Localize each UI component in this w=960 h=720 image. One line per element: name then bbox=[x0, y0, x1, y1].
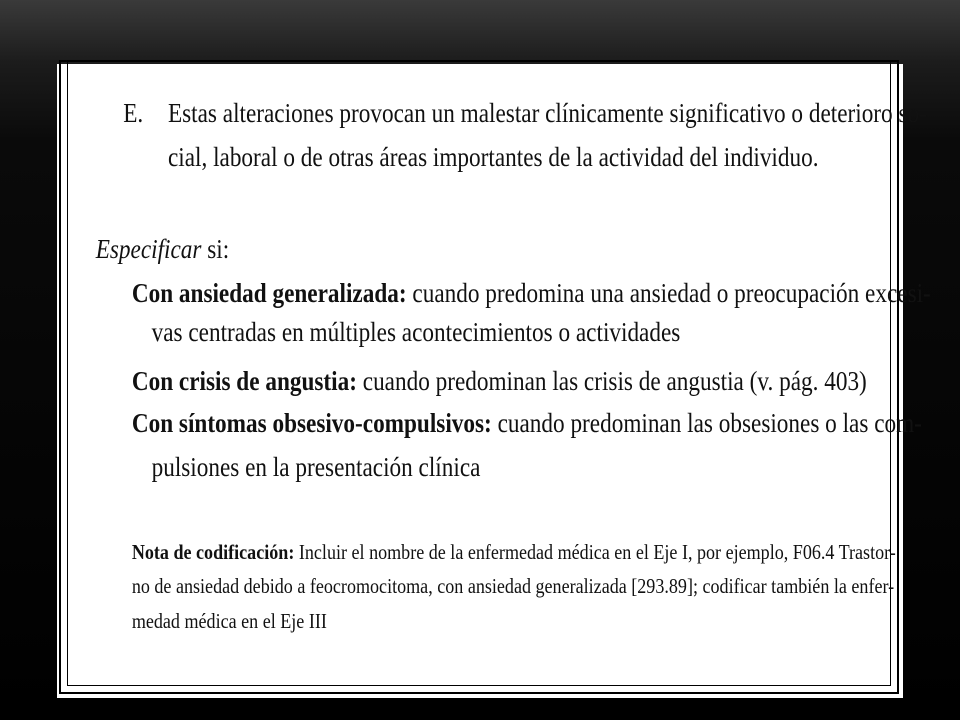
specifier-generalized-anxiety-cont: vas centradas en múltiples acontecimientos o actividades bbox=[151, 317, 681, 347]
specifier-term: Con crisis de angustia: bbox=[131, 366, 357, 396]
specifier-text: cuando predominan las obsesiones o las com- bbox=[491, 408, 922, 438]
criterion-e-line-2: cial, laboral o de otras áreas importantes de la actividad del individuo. bbox=[167, 142, 819, 172]
specifier-generalized-anxiety bbox=[132, 278, 931, 308]
specifier-obsessive-compulsive bbox=[132, 408, 922, 438]
document-page bbox=[57, 64, 931, 698]
coding-note-label: Nota de codificación: bbox=[131, 540, 295, 564]
coding-note-line-3: medad médica en el Eje III bbox=[131, 609, 327, 633]
specify-heading bbox=[96, 234, 230, 264]
coding-note-line-1 bbox=[132, 540, 896, 564]
coding-note-text: Incluir el nombre de la enfermedad médica en el Eje I, por ejemplo, F06.4 Trastor- bbox=[294, 540, 896, 564]
specifier-text: cuando predominan las crisis de angustia (v. pág. 403) bbox=[356, 366, 867, 396]
specifier-text: cuando predomina una ansiedad o preocupación excesi- bbox=[406, 278, 931, 308]
coding-note-line-2: no de ansiedad debido a feocromocitoma, con ansiedad generalizada [293.89]; codificar también la enfer- bbox=[131, 574, 895, 598]
specify-suffix: si: bbox=[201, 234, 230, 264]
criterion-e-line-1: Estas alteraciones provocan un malestar clínicamente significativo o deterioro so- bbox=[167, 98, 927, 128]
specifier-panic-attacks bbox=[132, 366, 867, 396]
document-text bbox=[57, 64, 931, 698]
specifier-obsessive-compulsive-cont: pulsiones en la presentación clínica bbox=[151, 452, 481, 482]
criterion-e-letter: E. bbox=[123, 98, 144, 128]
specifier-term: Con síntomas obsesivo-compulsivos: bbox=[131, 408, 492, 438]
specifier-term: Con ansiedad generalizada: bbox=[131, 278, 407, 308]
specify-label: Especificar bbox=[95, 234, 202, 264]
